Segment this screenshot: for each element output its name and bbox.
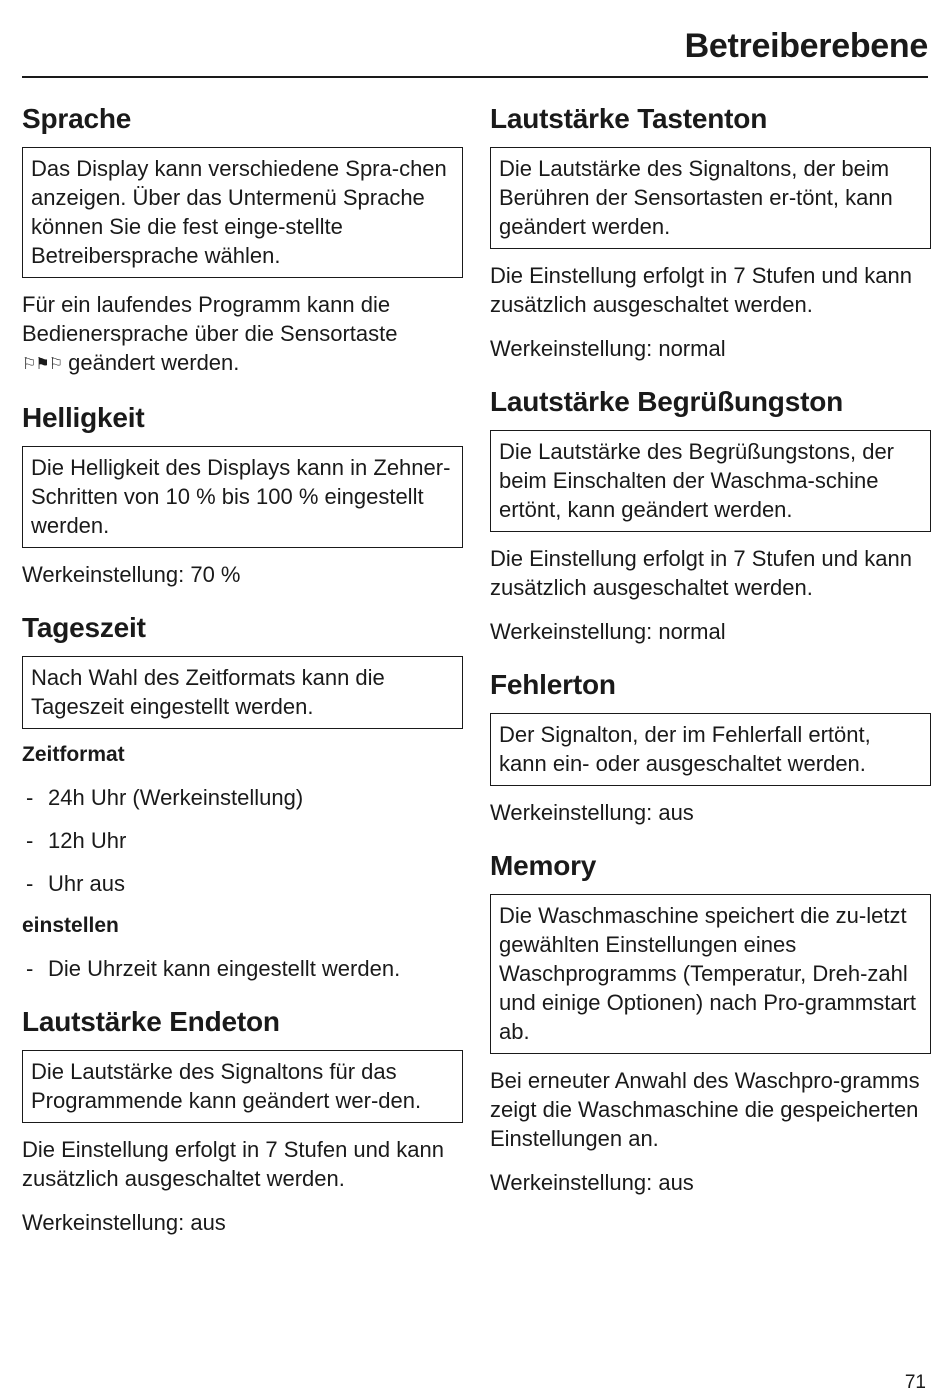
list-item: - Die Uhrzeit kann eingestellt werden. bbox=[26, 956, 401, 981]
heading-memory: Memory bbox=[490, 850, 597, 881]
page-title: Betreiberebene bbox=[684, 27, 928, 65]
subheading-einstellen: einstellen bbox=[22, 914, 119, 937]
list-item: - 24h Uhr (Werkeinstellung) bbox=[26, 785, 304, 810]
language-sensor-icon: ⚐⚑⚐ bbox=[22, 356, 63, 373]
default-begruessungston: Werkeinstellung: normal bbox=[490, 619, 726, 644]
paragraph-sprache-end: geändert werden. bbox=[68, 350, 240, 375]
page-header bbox=[22, 0, 928, 78]
section-fehlerton bbox=[490, 666, 931, 827]
paragraph-tastenton: Die Einstellung erfolgt in 7 Stufen und kann zusätzlich ausgeschaltet werden. bbox=[490, 263, 912, 317]
list-item: - 12h Uhr bbox=[26, 828, 127, 853]
left-column bbox=[22, 100, 463, 1257]
list-item: - Uhr aus bbox=[26, 871, 126, 896]
section-begruessungston bbox=[490, 383, 931, 646]
info-box-memory: Die Waschmaschine speichert die zu-letzt gewählten Einstellungen eines Waschprogramms (Temperatur, Dreh-zahl und einige Optionen) nach Pro-grammstart ab. bbox=[490, 894, 931, 1054]
heading-helligkeit: Helligkeit bbox=[22, 402, 145, 433]
paragraph-sprache-text: Für ein laufendes Programm kann die Bedienersprache über die Sensortaste bbox=[22, 292, 398, 346]
section-helligkeit bbox=[22, 399, 463, 589]
heading-begruessungston: Lautstärke Begrüßungston bbox=[490, 386, 844, 417]
paragraph-memory: Bei erneuter Anwahl des Waschpro-gramms zeigt die Waschmaschine die gespeicherten Einstellungen an. bbox=[490, 1068, 920, 1151]
default-helligkeit: Werkeinstellung: 70 % bbox=[22, 562, 241, 587]
default-tastenton: Werkeinstellung: normal bbox=[490, 336, 726, 361]
heading-fehlerton: Fehlerton bbox=[490, 669, 616, 700]
section-tastenton bbox=[490, 100, 931, 363]
right-column bbox=[490, 100, 931, 1217]
list-zeitformat bbox=[22, 783, 463, 898]
info-box-helligkeit: Die Helligkeit des Displays kann in Zehner-Schritten von 10 % bis 100 % eingestellt werden. bbox=[22, 446, 463, 548]
default-memory: Werkeinstellung: aus bbox=[490, 1170, 694, 1195]
list-einstellen bbox=[22, 954, 463, 983]
heading-tageszeit: Tageszeit bbox=[22, 612, 146, 643]
heading-tastenton: Lautstärke Tastenton bbox=[490, 103, 768, 134]
paragraph-endeton: Die Einstellung erfolgt in 7 Stufen und kann zusätzlich ausgeschaltet werden. bbox=[22, 1137, 444, 1191]
default-fehlerton: Werkeinstellung: aus bbox=[490, 800, 694, 825]
section-sprache bbox=[22, 100, 463, 379]
info-box-fehlerton: Der Signalton, der im Fehlerfall ertönt, kann ein- oder ausgeschaltet werden. bbox=[490, 713, 931, 786]
info-box-tageszeit: Nach Wahl des Zeitformats kann die Tageszeit eingestellt werden. bbox=[22, 656, 463, 729]
paragraph-begruessungston: Die Einstellung erfolgt in 7 Stufen und kann zusätzlich ausgeschaltet werden. bbox=[490, 546, 912, 600]
heading-sprache: Sprache bbox=[22, 103, 132, 134]
section-tageszeit bbox=[22, 609, 463, 983]
section-memory bbox=[490, 847, 931, 1197]
subheading-zeitformat: Zeitformat bbox=[22, 743, 125, 766]
info-box-begruessungston: Die Lautstärke des Begrüßungstons, der beim Einschalten der Waschma-schine ertönt, kann geändert werden. bbox=[490, 430, 931, 532]
page-number: 71 bbox=[904, 1372, 926, 1393]
info-box-endeton: Die Lautstärke des Signaltons für das Programmende kann geändert wer-den. bbox=[22, 1050, 463, 1123]
default-endeton: Werkeinstellung: aus bbox=[22, 1210, 226, 1235]
heading-endeton: Lautstärke Endeton bbox=[22, 1006, 280, 1037]
paragraph-sprache bbox=[22, 290, 463, 379]
info-box-tastenton: Die Lautstärke des Signaltons, der beim Berühren der Sensortasten er-tönt, kann geändert werden. bbox=[490, 147, 931, 249]
section-endeton bbox=[22, 1003, 463, 1237]
info-box-sprache: Das Display kann verschiedene Spra-chen anzeigen. Über das Untermenü Sprache können Sie die fest einge-stellte Betreibersprache wählen. bbox=[22, 147, 463, 278]
